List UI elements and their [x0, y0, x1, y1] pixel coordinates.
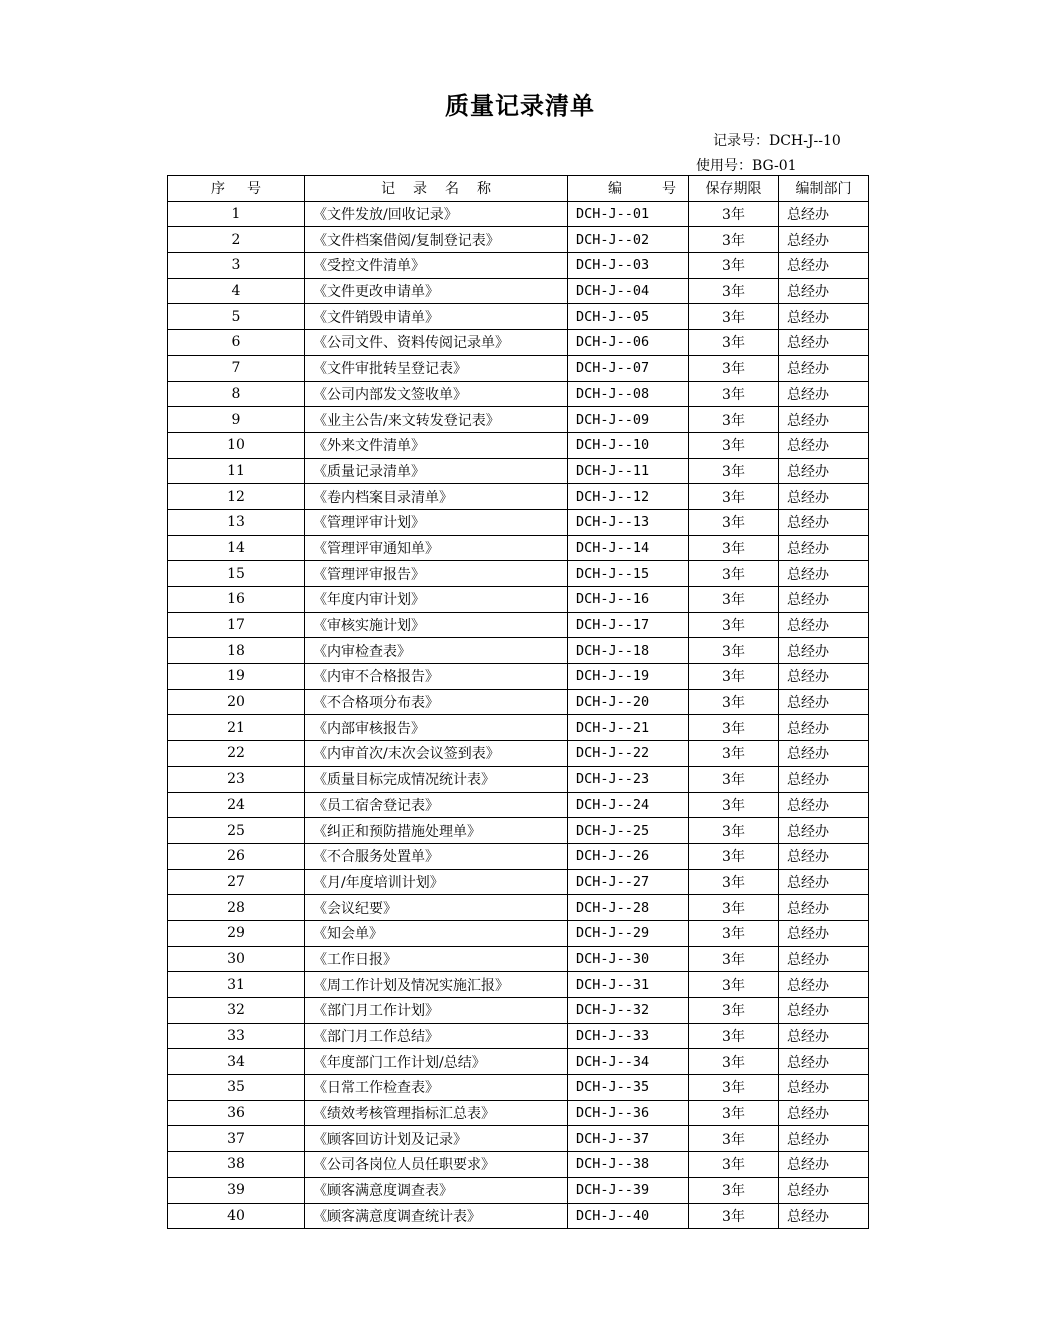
- table-row: [168, 1203, 869, 1229]
- retention-period-cell: 3年: [689, 561, 779, 587]
- code-cell: DCH-J--38: [568, 1152, 689, 1178]
- serial-no-cell: 1: [168, 201, 305, 227]
- retention-period-cell: 3年: [689, 201, 779, 227]
- department-cell: 总经办: [779, 278, 869, 304]
- record-name-cell: 《不合格项分布表》: [305, 689, 568, 715]
- record-name-cell: 《文件发放/回收记录》: [305, 201, 568, 227]
- table-row: [168, 612, 869, 638]
- record-name-cell: 《管理评审计划》: [305, 509, 568, 535]
- serial-no-cell: 10: [168, 432, 305, 458]
- retention-period-cell: 3年: [689, 1049, 779, 1075]
- serial-no-cell: 6: [168, 330, 305, 356]
- code-cell: DCH-J--10: [568, 432, 689, 458]
- code-cell: DCH-J--07: [568, 355, 689, 381]
- record-name-cell: 《绩效考核管理指标汇总表》: [305, 1100, 568, 1126]
- department-cell: 总经办: [779, 509, 869, 535]
- department-cell: 总经办: [779, 1100, 869, 1126]
- code-cell: DCH-J--18: [568, 638, 689, 664]
- record-name-cell: 《会议纪要》: [305, 895, 568, 921]
- retention-period-cell: 3年: [689, 843, 779, 869]
- serial-no-cell: 17: [168, 612, 305, 638]
- department-cell: 总经办: [779, 407, 869, 433]
- record-name-cell: 《员工宿舍登记表》: [305, 792, 568, 818]
- serial-no-cell: 16: [168, 587, 305, 613]
- code-cell: DCH-J--08: [568, 381, 689, 407]
- code-cell: DCH-J--32: [568, 998, 689, 1024]
- department-cell: 总经办: [779, 1203, 869, 1229]
- use-number: 使用号：BG-01: [696, 158, 797, 174]
- code-cell: DCH-J--02: [568, 227, 689, 253]
- table-row: [168, 818, 869, 844]
- record-name-cell: 《内审检查表》: [305, 638, 568, 664]
- table-row: [168, 253, 869, 279]
- table-row: [168, 484, 869, 510]
- record-name-cell: 《文件更改申请单》: [305, 278, 568, 304]
- table-header-row: [168, 176, 869, 202]
- code-cell: DCH-J--21: [568, 715, 689, 741]
- serial-no-cell: 24: [168, 792, 305, 818]
- serial-no-cell: 13: [168, 509, 305, 535]
- serial-no-cell: 15: [168, 561, 305, 587]
- table-row: [168, 664, 869, 690]
- code-cell: DCH-J--23: [568, 766, 689, 792]
- header-code: 编号: [568, 176, 689, 202]
- code-cell: DCH-J--20: [568, 689, 689, 715]
- serial-no-cell: 32: [168, 998, 305, 1024]
- table-row: [168, 895, 869, 921]
- table-row: [168, 355, 869, 381]
- retention-period-cell: 3年: [689, 715, 779, 741]
- code-cell: DCH-J--34: [568, 1049, 689, 1075]
- code-cell: DCH-J--37: [568, 1126, 689, 1152]
- page-title: 质量记录清单: [445, 92, 595, 120]
- retention-period-cell: 3年: [689, 381, 779, 407]
- record-name-cell: 《顾客满意度调查统计表》: [305, 1203, 568, 1229]
- department-cell: 总经办: [779, 741, 869, 767]
- retention-period-cell: 3年: [689, 1177, 779, 1203]
- table-row: [168, 381, 869, 407]
- serial-no-cell: 11: [168, 458, 305, 484]
- serial-no-cell: 21: [168, 715, 305, 741]
- department-cell: 总经办: [779, 664, 869, 690]
- record-name-cell: 《顾客回访计划及记录》: [305, 1126, 568, 1152]
- code-cell: DCH-J--15: [568, 561, 689, 587]
- record-name-cell: 《公司文件、资料传阅记录单》: [305, 330, 568, 356]
- department-cell: 总经办: [779, 253, 869, 279]
- serial-no-cell: 3: [168, 253, 305, 279]
- code-cell: DCH-J--11: [568, 458, 689, 484]
- department-cell: 总经办: [779, 715, 869, 741]
- serial-no-cell: 31: [168, 972, 305, 998]
- table-row: [168, 1152, 869, 1178]
- table-row: [168, 689, 869, 715]
- retention-period-cell: 3年: [689, 535, 779, 561]
- retention-period-cell: 3年: [689, 920, 779, 946]
- retention-period-cell: 3年: [689, 587, 779, 613]
- record-name-cell: 《内审不合格报告》: [305, 664, 568, 690]
- retention-period-cell: 3年: [689, 689, 779, 715]
- table-row: [168, 1075, 869, 1101]
- code-cell: DCH-J--40: [568, 1203, 689, 1229]
- department-cell: 总经办: [779, 818, 869, 844]
- code-cell: DCH-J--39: [568, 1177, 689, 1203]
- code-cell: DCH-J--35: [568, 1075, 689, 1101]
- department-cell: 总经办: [779, 1049, 869, 1075]
- code-cell: DCH-J--01: [568, 201, 689, 227]
- serial-no-cell: 22: [168, 741, 305, 767]
- serial-no-cell: 29: [168, 920, 305, 946]
- serial-no-cell: 33: [168, 1023, 305, 1049]
- department-cell: 总经办: [779, 458, 869, 484]
- record-name-cell: 《受控文件清单》: [305, 253, 568, 279]
- code-cell: DCH-J--33: [568, 1023, 689, 1049]
- serial-no-cell: 38: [168, 1152, 305, 1178]
- header-retention-period: 保存期限: [689, 176, 779, 202]
- record-number: 记录号：DCH-J--10: [713, 133, 841, 149]
- department-cell: 总经办: [779, 1126, 869, 1152]
- table-row: [168, 792, 869, 818]
- code-cell: DCH-J--30: [568, 946, 689, 972]
- retention-period-cell: 3年: [689, 509, 779, 535]
- table-row: [168, 741, 869, 767]
- table-row: [168, 869, 869, 895]
- department-cell: 总经办: [779, 998, 869, 1024]
- retention-period-cell: 3年: [689, 792, 779, 818]
- serial-no-cell: 27: [168, 869, 305, 895]
- department-cell: 总经办: [779, 1075, 869, 1101]
- retention-period-cell: 3年: [689, 946, 779, 972]
- serial-no-cell: 2: [168, 227, 305, 253]
- serial-no-cell: 4: [168, 278, 305, 304]
- record-name-cell: 《内审首次/末次会议签到表》: [305, 741, 568, 767]
- department-cell: 总经办: [779, 895, 869, 921]
- retention-period-cell: 3年: [689, 278, 779, 304]
- code-cell: DCH-J--09: [568, 407, 689, 433]
- retention-period-cell: 3年: [689, 432, 779, 458]
- table-row: [168, 535, 869, 561]
- retention-period-cell: 3年: [689, 484, 779, 510]
- code-cell: DCH-J--25: [568, 818, 689, 844]
- department-cell: 总经办: [779, 484, 869, 510]
- serial-no-cell: 26: [168, 843, 305, 869]
- table-row: [168, 1049, 869, 1075]
- department-cell: 总经办: [779, 381, 869, 407]
- code-cell: DCH-J--29: [568, 920, 689, 946]
- serial-no-cell: 30: [168, 946, 305, 972]
- department-cell: 总经办: [779, 1177, 869, 1203]
- table-row: [168, 587, 869, 613]
- code-cell: DCH-J--14: [568, 535, 689, 561]
- record-name-cell: 《文件档案借阅/复制登记表》: [305, 227, 568, 253]
- record-name-cell: 《公司内部发文签收单》: [305, 381, 568, 407]
- record-name-cell: 《年度部门工作计划/总结》: [305, 1049, 568, 1075]
- record-name-cell: 《纠正和预防措施处理单》: [305, 818, 568, 844]
- department-cell: 总经办: [779, 587, 869, 613]
- retention-period-cell: 3年: [689, 1075, 779, 1101]
- retention-period-cell: 3年: [689, 818, 779, 844]
- table-row: [168, 1126, 869, 1152]
- record-name-cell: 《内部审核报告》: [305, 715, 568, 741]
- table-row: [168, 1023, 869, 1049]
- table-row: [168, 638, 869, 664]
- serial-no-cell: 7: [168, 355, 305, 381]
- code-cell: DCH-J--12: [568, 484, 689, 510]
- record-name-cell: 《年度内审计划》: [305, 587, 568, 613]
- retention-period-cell: 3年: [689, 227, 779, 253]
- retention-period-cell: 3年: [689, 355, 779, 381]
- record-name-cell: 《部门月工作计划》: [305, 998, 568, 1024]
- department-cell: 总经办: [779, 330, 869, 356]
- department-cell: 总经办: [779, 561, 869, 587]
- table-row: [168, 920, 869, 946]
- record-name-cell: 《不合服务处置单》: [305, 843, 568, 869]
- serial-no-cell: 20: [168, 689, 305, 715]
- serial-no-cell: 37: [168, 1126, 305, 1152]
- table-row: [168, 509, 869, 535]
- serial-no-cell: 39: [168, 1177, 305, 1203]
- record-name-cell: 《文件销毁申请单》: [305, 304, 568, 330]
- retention-period-cell: 3年: [689, 638, 779, 664]
- table-row: [168, 843, 869, 869]
- code-cell: DCH-J--24: [568, 792, 689, 818]
- department-cell: 总经办: [779, 1023, 869, 1049]
- retention-period-cell: 3年: [689, 972, 779, 998]
- header-record-name: 记录名称: [305, 176, 568, 202]
- table-row: [168, 330, 869, 356]
- table-row: [168, 227, 869, 253]
- serial-no-cell: 23: [168, 766, 305, 792]
- code-cell: DCH-J--22: [568, 741, 689, 767]
- record-name-cell: 《质量记录清单》: [305, 458, 568, 484]
- department-cell: 总经办: [779, 766, 869, 792]
- department-cell: 总经办: [779, 355, 869, 381]
- code-cell: DCH-J--19: [568, 664, 689, 690]
- table-row: [168, 1100, 869, 1126]
- record-name-cell: 《公司各岗位人员任职要求》: [305, 1152, 568, 1178]
- code-cell: DCH-J--31: [568, 972, 689, 998]
- table-row: [168, 766, 869, 792]
- department-cell: 总经办: [779, 869, 869, 895]
- retention-period-cell: 3年: [689, 304, 779, 330]
- serial-no-cell: 19: [168, 664, 305, 690]
- table-row: [168, 946, 869, 972]
- code-cell: DCH-J--36: [568, 1100, 689, 1126]
- retention-period-cell: 3年: [689, 1152, 779, 1178]
- record-name-cell: 《文件审批转呈登记表》: [305, 355, 568, 381]
- serial-no-cell: 12: [168, 484, 305, 510]
- table-row: [168, 432, 869, 458]
- serial-no-cell: 28: [168, 895, 305, 921]
- retention-period-cell: 3年: [689, 458, 779, 484]
- record-name-cell: 《业主公告/来文转发登记表》: [305, 407, 568, 433]
- department-cell: 总经办: [779, 946, 869, 972]
- retention-period-cell: 3年: [689, 1100, 779, 1126]
- serial-no-cell: 25: [168, 818, 305, 844]
- table-row: [168, 561, 869, 587]
- retention-period-cell: 3年: [689, 1126, 779, 1152]
- record-name-cell: 《卷内档案目录清单》: [305, 484, 568, 510]
- retention-period-cell: 3年: [689, 1203, 779, 1229]
- department-cell: 总经办: [779, 843, 869, 869]
- quality-record-table: [167, 175, 869, 1229]
- department-cell: 总经办: [779, 972, 869, 998]
- table-row: [168, 715, 869, 741]
- serial-no-cell: 35: [168, 1075, 305, 1101]
- department-cell: 总经办: [779, 689, 869, 715]
- retention-period-cell: 3年: [689, 1023, 779, 1049]
- department-cell: 总经办: [779, 304, 869, 330]
- serial-no-cell: 8: [168, 381, 305, 407]
- code-cell: DCH-J--16: [568, 587, 689, 613]
- retention-period-cell: 3年: [689, 612, 779, 638]
- code-cell: DCH-J--06: [568, 330, 689, 356]
- serial-no-cell: 40: [168, 1203, 305, 1229]
- retention-period-cell: 3年: [689, 741, 779, 767]
- record-name-cell: 《日常工作检查表》: [305, 1075, 568, 1101]
- record-name-cell: 《外来文件清单》: [305, 432, 568, 458]
- serial-no-cell: 36: [168, 1100, 305, 1126]
- table-row: [168, 972, 869, 998]
- serial-no-cell: 14: [168, 535, 305, 561]
- retention-period-cell: 3年: [689, 998, 779, 1024]
- table-row: [168, 407, 869, 433]
- record-name-cell: 《工作日报》: [305, 946, 568, 972]
- retention-period-cell: 3年: [689, 664, 779, 690]
- code-cell: DCH-J--04: [568, 278, 689, 304]
- table-row: [168, 458, 869, 484]
- record-name-cell: 《质量目标完成情况统计表》: [305, 766, 568, 792]
- department-cell: 总经办: [779, 201, 869, 227]
- record-name-cell: 《周工作计划及情况实施汇报》: [305, 972, 568, 998]
- serial-no-cell: 9: [168, 407, 305, 433]
- retention-period-cell: 3年: [689, 766, 779, 792]
- code-cell: DCH-J--05: [568, 304, 689, 330]
- code-cell: DCH-J--03: [568, 253, 689, 279]
- department-cell: 总经办: [779, 612, 869, 638]
- table-row: [168, 998, 869, 1024]
- department-cell: 总经办: [779, 638, 869, 664]
- department-cell: 总经办: [779, 792, 869, 818]
- header-serial-no: 序号: [168, 176, 305, 202]
- retention-period-cell: 3年: [689, 407, 779, 433]
- record-name-cell: 《月/年度培训计划》: [305, 869, 568, 895]
- record-name-cell: 《部门月工作总结》: [305, 1023, 568, 1049]
- record-name-cell: 《知会单》: [305, 920, 568, 946]
- retention-period-cell: 3年: [689, 869, 779, 895]
- serial-no-cell: 5: [168, 304, 305, 330]
- department-cell: 总经办: [779, 535, 869, 561]
- retention-period-cell: 3年: [689, 253, 779, 279]
- record-name-cell: 《管理评审报告》: [305, 561, 568, 587]
- code-cell: DCH-J--28: [568, 895, 689, 921]
- table-row: [168, 201, 869, 227]
- table-row: [168, 278, 869, 304]
- department-cell: 总经办: [779, 1152, 869, 1178]
- code-cell: DCH-J--17: [568, 612, 689, 638]
- header-department: 编制部门: [779, 176, 869, 202]
- table-row: [168, 304, 869, 330]
- code-cell: DCH-J--26: [568, 843, 689, 869]
- department-cell: 总经办: [779, 227, 869, 253]
- code-cell: DCH-J--27: [568, 869, 689, 895]
- serial-no-cell: 18: [168, 638, 305, 664]
- code-cell: DCH-J--13: [568, 509, 689, 535]
- table-row: [168, 1177, 869, 1203]
- department-cell: 总经办: [779, 432, 869, 458]
- record-name-cell: 《顾客满意度调查表》: [305, 1177, 568, 1203]
- retention-period-cell: 3年: [689, 895, 779, 921]
- department-cell: 总经办: [779, 920, 869, 946]
- record-name-cell: 《管理评审通知单》: [305, 535, 568, 561]
- serial-no-cell: 34: [168, 1049, 305, 1075]
- record-name-cell: 《审核实施计划》: [305, 612, 568, 638]
- retention-period-cell: 3年: [689, 330, 779, 356]
